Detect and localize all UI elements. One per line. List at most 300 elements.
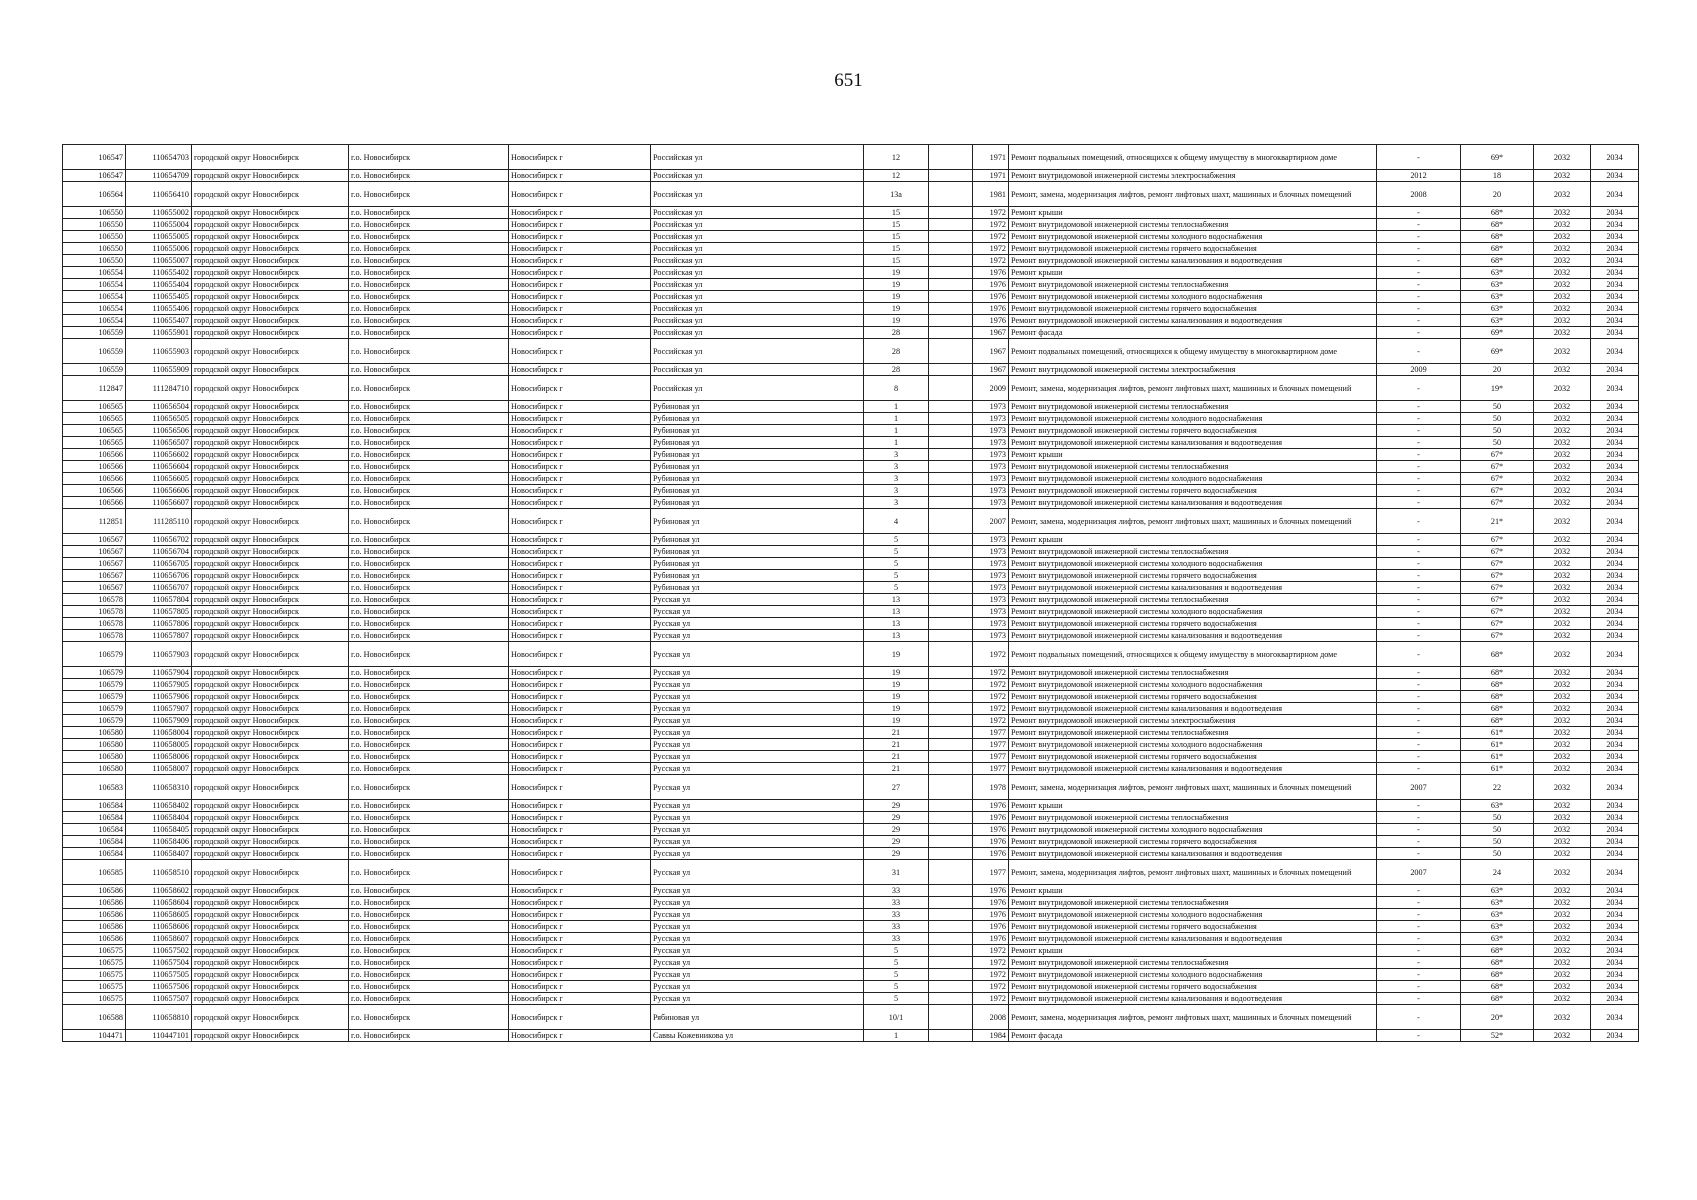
cell-work-type: Ремонт внутридомовой инженерной системы канализования и водоотведения <box>1009 630 1377 642</box>
cell-work-type: Ремонт внутридомовой инженерной системы холодного водоснабжения <box>1009 606 1377 618</box>
cell-work-id: 110657806 <box>126 618 192 630</box>
cell-building <box>929 461 973 473</box>
cell-plan-start: 2032 <box>1534 425 1591 437</box>
cell-settlement: г.о. Новосибирск <box>349 594 509 606</box>
cell-work-type: Ремонт внутридомовой инженерной системы канализования и водоотведения <box>1009 497 1377 509</box>
cell-house-number: 19 <box>864 667 929 679</box>
cell-municipality: городской округ Новосибирск <box>192 145 349 170</box>
cell-work-id: 110657807 <box>126 630 192 642</box>
cell-work-type: Ремонт крыши <box>1009 449 1377 461</box>
cell-plan-start: 2032 <box>1534 413 1591 425</box>
cell-work-id: 110656705 <box>126 558 192 570</box>
cell-build-year: 1972 <box>973 231 1009 243</box>
cell-street: Российская ул <box>651 315 864 327</box>
cell-house-id: 106578 <box>63 630 126 642</box>
cell-settlement: г.о. Новосибирск <box>349 315 509 327</box>
cell-last-repair-year: - <box>1377 339 1461 364</box>
cell-work-id: 110654703 <box>126 145 192 170</box>
cell-house-number: 15 <box>864 231 929 243</box>
cell-work-type: Ремонт, замена, модернизация лифтов, ремонт лифтовых шахт, машинных и блочных помещений <box>1009 1005 1377 1030</box>
cell-last-repair-year: - <box>1377 546 1461 558</box>
table-row <box>63 243 1639 255</box>
cell-settlement: г.о. Новосибирск <box>349 751 509 763</box>
cell-municipality: городской округ Новосибирск <box>192 339 349 364</box>
cell-plan-end: 2034 <box>1591 364 1639 376</box>
cell-house-id: 106579 <box>63 679 126 691</box>
cell-house-id: 106550 <box>63 255 126 267</box>
cell-work-type: Ремонт внутридомовой инженерной системы электроснабжения <box>1009 364 1377 376</box>
cell-municipality: городской округ Новосибирск <box>192 243 349 255</box>
cell-municipality: городской округ Новосибирск <box>192 570 349 582</box>
cell-building <box>929 376 973 401</box>
cell-house-number: 5 <box>864 945 929 957</box>
cell-plan-end: 2034 <box>1591 775 1639 800</box>
cell-work-type: Ремонт, замена, модернизация лифтов, ремонт лифтовых шахт, машинных и блочных помещений <box>1009 775 1377 800</box>
cell-municipality: городской округ Новосибирск <box>192 207 349 219</box>
cell-building <box>929 497 973 509</box>
cell-house-number: 3 <box>864 461 929 473</box>
table-row <box>63 642 1639 667</box>
cell-city: Новосибирск г <box>509 485 651 497</box>
cell-building <box>929 207 973 219</box>
cell-work-type: Ремонт внутридомовой инженерной системы канализования и водоотведения <box>1009 315 1377 327</box>
cell-municipality: городской округ Новосибирск <box>192 775 349 800</box>
cell-settlement: г.о. Новосибирск <box>349 812 509 824</box>
cell-build-year: 2009 <box>973 376 1009 401</box>
table-row <box>63 339 1639 364</box>
cell-house-id: 106565 <box>63 425 126 437</box>
cell-street: Русская ул <box>651 594 864 606</box>
cell-building <box>929 921 973 933</box>
cell-work-id: 110655909 <box>126 364 192 376</box>
cell-street: Рубиновая ул <box>651 558 864 570</box>
cell-house-id: 106578 <box>63 606 126 618</box>
table-row <box>63 848 1639 860</box>
cell-street: Саввы Кожевникова ул <box>651 1030 864 1042</box>
cell-work-id: 110654709 <box>126 170 192 182</box>
cell-municipality: городской округ Новосибирск <box>192 182 349 207</box>
cell-municipality: городской округ Новосибирск <box>192 219 349 231</box>
cell-building <box>929 703 973 715</box>
cell-build-year: 1976 <box>973 303 1009 315</box>
cell-street: Российская ул <box>651 182 864 207</box>
cell-plan-end: 2034 <box>1591 957 1639 969</box>
cell-street: Русская ул <box>651 679 864 691</box>
cell-municipality: городской округ Новосибирск <box>192 957 349 969</box>
cell-plan-start: 2032 <box>1534 703 1591 715</box>
cell-work-type: Ремонт внутридомовой инженерной системы теплоснабжения <box>1009 461 1377 473</box>
cell-street: Русская ул <box>651 824 864 836</box>
cell-work-type: Ремонт внутридомовой инженерной системы канализования и водоотведения <box>1009 255 1377 267</box>
cell-last-repair-year: - <box>1377 509 1461 534</box>
cell-work-type: Ремонт подвальных помещений, относящихся к общему имуществу в многоквартирном доме <box>1009 145 1377 170</box>
table-row <box>63 303 1639 315</box>
cell-building <box>929 364 973 376</box>
cell-work-type: Ремонт крыши <box>1009 885 1377 897</box>
cell-building <box>929 848 973 860</box>
table-row <box>63 945 1639 957</box>
cell-street: Российская ул <box>651 207 864 219</box>
table-row <box>63 981 1639 993</box>
cell-last-repair-year: - <box>1377 461 1461 473</box>
cell-settlement: г.о. Новосибирск <box>349 703 509 715</box>
cell-wear-percent: 61* <box>1461 727 1534 739</box>
cell-last-repair-year: - <box>1377 255 1461 267</box>
cell-work-type: Ремонт внутридомовой инженерной системы горячего водоснабжения <box>1009 485 1377 497</box>
cell-house-number: 5 <box>864 534 929 546</box>
cell-house-id: 106559 <box>63 327 126 339</box>
cell-city: Новосибирск г <box>509 981 651 993</box>
cell-plan-start: 2032 <box>1534 339 1591 364</box>
cell-last-repair-year: - <box>1377 836 1461 848</box>
cell-municipality: городской округ Новосибирск <box>192 763 349 775</box>
cell-work-id: 110656410 <box>126 182 192 207</box>
cell-house-number: 19 <box>864 679 929 691</box>
cell-last-repair-year: - <box>1377 485 1461 497</box>
cell-municipality: городской округ Новосибирск <box>192 594 349 606</box>
cell-house-id: 106584 <box>63 824 126 836</box>
cell-plan-start: 2032 <box>1534 376 1591 401</box>
cell-plan-start: 2032 <box>1534 679 1591 691</box>
cell-plan-end: 2034 <box>1591 739 1639 751</box>
cell-wear-percent: 21* <box>1461 509 1534 534</box>
cell-plan-start: 2032 <box>1534 860 1591 885</box>
cell-building <box>929 267 973 279</box>
cell-city: Новосибирск г <box>509 279 651 291</box>
cell-work-id: 110658005 <box>126 739 192 751</box>
cell-build-year: 1967 <box>973 327 1009 339</box>
cell-wear-percent: 68* <box>1461 667 1534 679</box>
cell-settlement: г.о. Новосибирск <box>349 981 509 993</box>
cell-city: Новосибирск г <box>509 425 651 437</box>
cell-plan-end: 2034 <box>1591 303 1639 315</box>
cell-last-repair-year: - <box>1377 291 1461 303</box>
cell-building <box>929 570 973 582</box>
table-row <box>63 969 1639 981</box>
cell-building <box>929 546 973 558</box>
cell-building <box>929 775 973 800</box>
cell-settlement: г.о. Новосибирск <box>349 558 509 570</box>
cell-wear-percent: 67* <box>1461 497 1534 509</box>
cell-house-number: 4 <box>864 509 929 534</box>
cell-house-id: 106579 <box>63 691 126 703</box>
cell-house-number: 12 <box>864 170 929 182</box>
cell-wear-percent: 67* <box>1461 606 1534 618</box>
cell-house-number: 15 <box>864 243 929 255</box>
cell-work-type: Ремонт внутридомовой инженерной системы теплоснабжения <box>1009 594 1377 606</box>
cell-plan-start: 2032 <box>1534 715 1591 727</box>
cell-plan-end: 2034 <box>1591 800 1639 812</box>
cell-settlement: г.о. Новосибирск <box>349 231 509 243</box>
cell-city: Новосибирск г <box>509 691 651 703</box>
cell-house-number: 33 <box>864 921 929 933</box>
cell-build-year: 1976 <box>973 909 1009 921</box>
cell-municipality: городской округ Новосибирск <box>192 582 349 594</box>
cell-last-repair-year: - <box>1377 921 1461 933</box>
cell-work-id: 110656704 <box>126 546 192 558</box>
cell-build-year: 1976 <box>973 836 1009 848</box>
cell-building <box>929 291 973 303</box>
cell-wear-percent: 50 <box>1461 437 1534 449</box>
cell-house-number: 19 <box>864 303 929 315</box>
cell-plan-start: 2032 <box>1534 497 1591 509</box>
cell-wear-percent: 63* <box>1461 921 1534 933</box>
cell-plan-end: 2034 <box>1591 921 1639 933</box>
cell-build-year: 1976 <box>973 800 1009 812</box>
cell-work-id: 110658810 <box>126 1005 192 1030</box>
cell-work-type: Ремонт крыши <box>1009 945 1377 957</box>
table-row <box>63 461 1639 473</box>
cell-street: Русская ул <box>651 957 864 969</box>
cell-build-year: 1976 <box>973 933 1009 945</box>
cell-wear-percent: 63* <box>1461 885 1534 897</box>
cell-wear-percent: 68* <box>1461 715 1534 727</box>
cell-street: Рубиновая ул <box>651 534 864 546</box>
cell-municipality: городской округ Новосибирск <box>192 497 349 509</box>
cell-settlement: г.о. Новосибирск <box>349 642 509 667</box>
cell-city: Новосибирск г <box>509 679 651 691</box>
cell-street: Русская ул <box>651 848 864 860</box>
cell-build-year: 1972 <box>973 981 1009 993</box>
cell-plan-start: 2032 <box>1534 582 1591 594</box>
cell-last-repair-year: - <box>1377 642 1461 667</box>
cell-settlement: г.о. Новосибирск <box>349 800 509 812</box>
cell-building <box>929 339 973 364</box>
cell-city: Новосибирск г <box>509 860 651 885</box>
cell-work-id: 110656602 <box>126 449 192 461</box>
table-row <box>63 315 1639 327</box>
cell-work-id: 110657905 <box>126 679 192 691</box>
cell-plan-start: 2032 <box>1534 691 1591 703</box>
cell-plan-end: 2034 <box>1591 751 1639 763</box>
table-row <box>63 509 1639 534</box>
cell-building <box>929 1005 973 1030</box>
cell-build-year: 1973 <box>973 558 1009 570</box>
table-row <box>63 534 1639 546</box>
table-row <box>63 376 1639 401</box>
cell-house-number: 31 <box>864 860 929 885</box>
cell-house-number: 8 <box>864 376 929 401</box>
cell-settlement: г.о. Новосибирск <box>349 509 509 534</box>
cell-municipality: городской округ Новосибирск <box>192 691 349 703</box>
cell-build-year: 1972 <box>973 945 1009 957</box>
cell-settlement: г.о. Новосибирск <box>349 860 509 885</box>
cell-settlement: г.о. Новосибирск <box>349 763 509 775</box>
cell-wear-percent: 68* <box>1461 207 1534 219</box>
table-row <box>63 182 1639 207</box>
cell-work-id: 110658407 <box>126 848 192 860</box>
cell-house-id: 112851 <box>63 509 126 534</box>
cell-plan-end: 2034 <box>1591 993 1639 1005</box>
cell-building <box>929 715 973 727</box>
cell-plan-start: 2032 <box>1534 763 1591 775</box>
cell-street: Русская ул <box>651 630 864 642</box>
cell-work-type: Ремонт внутридомовой инженерной системы канализования и водоотведения <box>1009 437 1377 449</box>
cell-city: Новосибирск г <box>509 594 651 606</box>
cell-build-year: 1972 <box>973 679 1009 691</box>
cell-house-number: 5 <box>864 546 929 558</box>
cell-city: Новосибирск г <box>509 800 651 812</box>
table-row <box>63 546 1639 558</box>
cell-street: Российская ул <box>651 255 864 267</box>
cell-house-id: 106554 <box>63 279 126 291</box>
cell-build-year: 1976 <box>973 812 1009 824</box>
cell-building <box>929 582 973 594</box>
cell-building <box>929 909 973 921</box>
cell-house-number: 5 <box>864 981 929 993</box>
cell-house-number: 29 <box>864 836 929 848</box>
cell-build-year: 1972 <box>973 993 1009 1005</box>
cell-plan-end: 2034 <box>1591 315 1639 327</box>
cell-municipality: городской округ Новосибирск <box>192 267 349 279</box>
cell-work-type: Ремонт фасада <box>1009 1030 1377 1042</box>
cell-last-repair-year: - <box>1377 969 1461 981</box>
cell-building <box>929 727 973 739</box>
cell-last-repair-year: - <box>1377 1030 1461 1042</box>
cell-settlement: г.о. Новосибирск <box>349 182 509 207</box>
table-row <box>63 933 1639 945</box>
cell-last-repair-year: - <box>1377 449 1461 461</box>
cell-wear-percent: 63* <box>1461 267 1534 279</box>
cell-street: Русская ул <box>651 667 864 679</box>
cell-last-repair-year: - <box>1377 145 1461 170</box>
cell-last-repair-year: - <box>1377 606 1461 618</box>
cell-building <box>929 182 973 207</box>
cell-street: Рубиновая ул <box>651 437 864 449</box>
cell-house-id: 106579 <box>63 703 126 715</box>
cell-house-number: 15 <box>864 255 929 267</box>
cell-municipality: городской округ Новосибирск <box>192 303 349 315</box>
cell-street: Русская ул <box>651 763 864 775</box>
cell-last-repair-year: - <box>1377 800 1461 812</box>
cell-street: Рубиновая ул <box>651 461 864 473</box>
cell-work-id: 110658606 <box>126 921 192 933</box>
cell-plan-end: 2034 <box>1591 145 1639 170</box>
table-row <box>63 170 1639 182</box>
cell-last-repair-year: - <box>1377 909 1461 921</box>
cell-plan-end: 2034 <box>1591 425 1639 437</box>
cell-plan-start: 2032 <box>1534 667 1591 679</box>
table-row <box>63 824 1639 836</box>
cell-plan-end: 2034 <box>1591 449 1639 461</box>
table-row <box>63 630 1639 642</box>
cell-settlement: г.о. Новосибирск <box>349 364 509 376</box>
cell-work-type: Ремонт внутридомовой инженерной системы канализования и водоотведения <box>1009 703 1377 715</box>
cell-wear-percent: 69* <box>1461 327 1534 339</box>
cell-last-repair-year: - <box>1377 812 1461 824</box>
cell-street: Русская ул <box>651 993 864 1005</box>
cell-work-type: Ремонт внутридомовой инженерной системы горячего водоснабжения <box>1009 691 1377 703</box>
cell-plan-start: 2032 <box>1534 485 1591 497</box>
table-row <box>63 485 1639 497</box>
cell-settlement: г.о. Новосибирск <box>349 279 509 291</box>
cell-plan-start: 2032 <box>1534 231 1591 243</box>
cell-plan-end: 2034 <box>1591 691 1639 703</box>
cell-build-year: 1973 <box>973 630 1009 642</box>
cell-settlement: г.о. Новосибирск <box>349 570 509 582</box>
cell-house-id: 106575 <box>63 981 126 993</box>
cell-build-year: 1976 <box>973 848 1009 860</box>
cell-plan-end: 2034 <box>1591 715 1639 727</box>
cell-city: Новосибирск г <box>509 170 651 182</box>
cell-street: Рубиновая ул <box>651 401 864 413</box>
cell-municipality: городской округ Новосибирск <box>192 751 349 763</box>
cell-street: Русская ул <box>651 897 864 909</box>
cell-plan-end: 2034 <box>1591 860 1639 885</box>
cell-house-id: 106580 <box>63 727 126 739</box>
cell-house-number: 1 <box>864 413 929 425</box>
cell-building <box>929 763 973 775</box>
cell-settlement: г.о. Новосибирск <box>349 413 509 425</box>
cell-street: Русская ул <box>651 860 864 885</box>
cell-plan-end: 2034 <box>1591 509 1639 534</box>
cell-street: Рубиновая ул <box>651 485 864 497</box>
cell-work-type: Ремонт внутридомовой инженерной системы канализования и водоотведения <box>1009 993 1377 1005</box>
cell-municipality: городской округ Новосибирск <box>192 425 349 437</box>
cell-house-id: 106567 <box>63 546 126 558</box>
cell-work-id: 110657906 <box>126 691 192 703</box>
cell-street: Русская ул <box>651 933 864 945</box>
cell-street: Российская ул <box>651 279 864 291</box>
cell-build-year: 1972 <box>973 703 1009 715</box>
cell-wear-percent: 68* <box>1461 642 1534 667</box>
cell-house-id: 106586 <box>63 897 126 909</box>
cell-street: Русская ул <box>651 618 864 630</box>
cell-municipality: городской округ Новосибирск <box>192 279 349 291</box>
cell-build-year: 1973 <box>973 570 1009 582</box>
cell-settlement: г.о. Новосибирск <box>349 243 509 255</box>
cell-work-type: Ремонт подвальных помещений, относящихся к общему имуществу в многоквартирном доме <box>1009 642 1377 667</box>
cell-build-year: 1972 <box>973 642 1009 667</box>
table-row <box>63 957 1639 969</box>
cell-plan-end: 2034 <box>1591 909 1639 921</box>
cell-plan-end: 2034 <box>1591 497 1639 509</box>
cell-city: Новосибирск г <box>509 1030 651 1042</box>
cell-last-repair-year: - <box>1377 231 1461 243</box>
cell-city: Новосибирск г <box>509 667 651 679</box>
cell-street: Рубиновая ул <box>651 473 864 485</box>
cell-building <box>929 231 973 243</box>
cell-plan-start: 2032 <box>1534 594 1591 606</box>
cell-city: Новосибирск г <box>509 909 651 921</box>
cell-city: Новосибирск г <box>509 546 651 558</box>
cell-city: Новосибирск г <box>509 945 651 957</box>
cell-street: Русская ул <box>651 703 864 715</box>
cell-plan-start: 2032 <box>1534 546 1591 558</box>
cell-house-number: 13 <box>864 618 929 630</box>
cell-municipality: городской округ Новосибирск <box>192 727 349 739</box>
cell-house-id: 106550 <box>63 243 126 255</box>
cell-house-id: 106584 <box>63 800 126 812</box>
cell-house-number: 19 <box>864 279 929 291</box>
cell-work-id: 110656507 <box>126 437 192 449</box>
cell-settlement: г.о. Новосибирск <box>349 1030 509 1042</box>
cell-build-year: 1977 <box>973 727 1009 739</box>
cell-work-type: Ремонт внутридомовой инженерной системы холодного водоснабжения <box>1009 558 1377 570</box>
cell-city: Новосибирск г <box>509 969 651 981</box>
cell-house-id: 106578 <box>63 618 126 630</box>
cell-building <box>929 800 973 812</box>
cell-work-type: Ремонт, замена, модернизация лифтов, ремонт лифтовых шахт, машинных и блочных помещений <box>1009 376 1377 401</box>
cell-last-repair-year: - <box>1377 945 1461 957</box>
cell-work-id: 110658602 <box>126 885 192 897</box>
cell-work-type: Ремонт внутридомовой инженерной системы теплоснабжения <box>1009 279 1377 291</box>
cell-work-type: Ремонт, замена, модернизация лифтов, ремонт лифтовых шахт, машинных и блочных помещений <box>1009 509 1377 534</box>
cell-work-id: 111285110 <box>126 509 192 534</box>
cell-house-id: 106579 <box>63 642 126 667</box>
cell-work-id: 110657506 <box>126 981 192 993</box>
cell-wear-percent: 20 <box>1461 182 1534 207</box>
